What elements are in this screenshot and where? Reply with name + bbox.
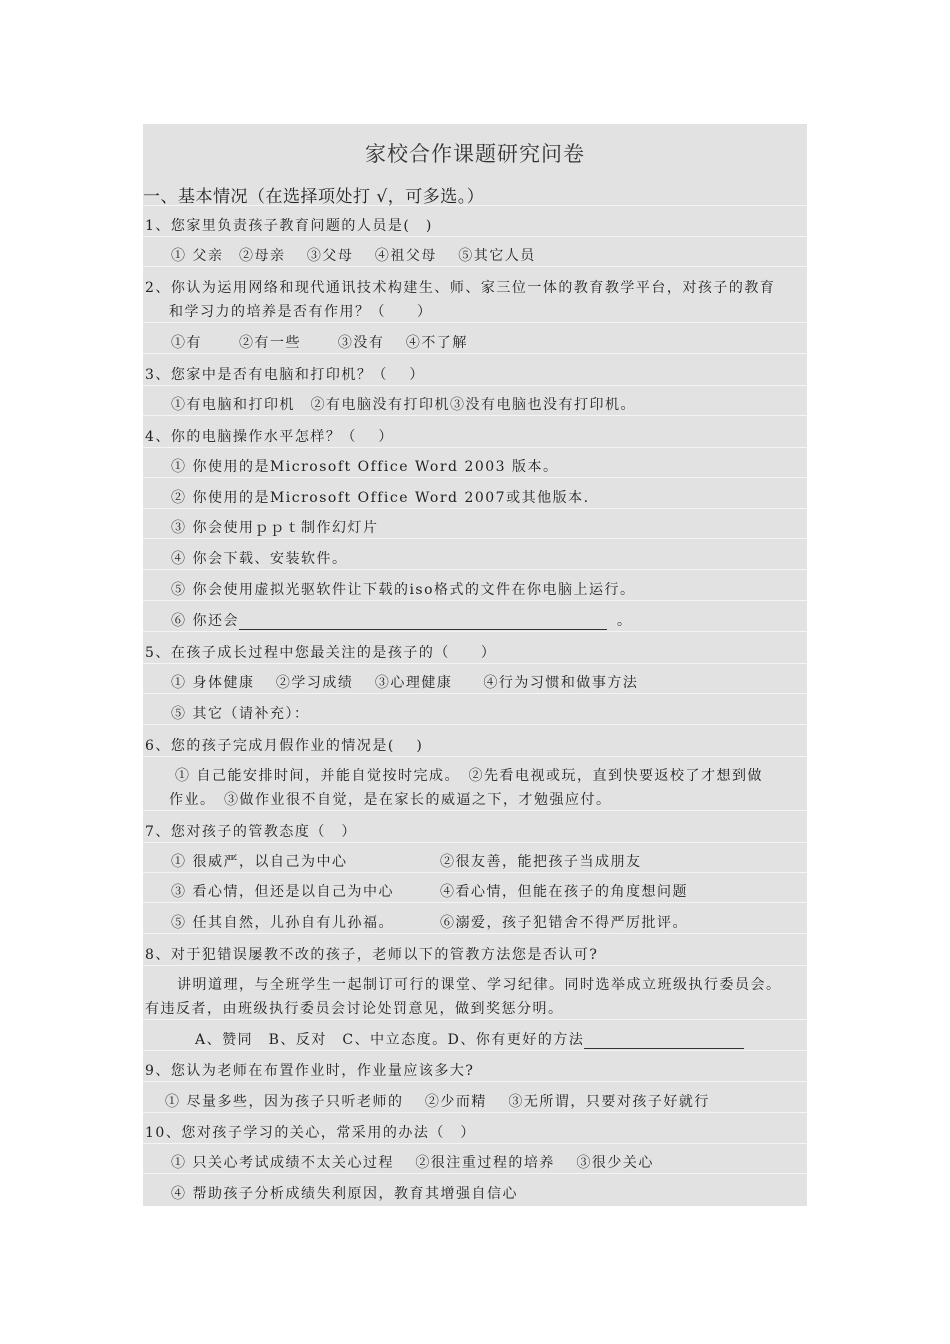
question-7-row-2 <box>143 881 807 903</box>
question-6: 6、您的孩子完成月假作业的情况是( ) <box>143 735 807 757</box>
option-6-end: 。 <box>616 613 633 629</box>
question-4-option-1: ① 你使用的是Microsoft Office Word 2003 版本。 <box>143 456 807 478</box>
question-4-option-3: ③ 你会使用ｐｐｔ制作幻灯片 <box>143 517 807 539</box>
option-6-label: ⑥ 你还会 <box>171 613 239 629</box>
question-1-options: ① 父亲 ②母亲 ③父母 ④祖父母 ⑤其它人员 <box>143 245 807 267</box>
question-4-option-6 <box>143 610 807 632</box>
question-6-options-line-1: ① 自己能安排时间，并能自觉按时完成。 ②先看电视或玩，直到快要返校了才想到做 <box>175 768 763 784</box>
question-5-option-5: ⑤ 其它（请补充）： <box>143 703 807 725</box>
section-heading: 一、基本情况（在选择项处打 √，可多选。） <box>143 182 807 206</box>
question-2: 2、你认为运用网络和现代通讯技术构建生、师、家三位一体的教育教学平台，对孩子的教育 <box>145 280 776 296</box>
question-4-option-4: ④ 你会下载、安装软件。 <box>143 548 807 570</box>
question-7-option-6: ⑥溺爱，孩子犯错舍不得严厉批评。 <box>440 915 688 931</box>
question-8-paragraph-1: 讲明道理，与全班学生一起制订可行的课堂、学习纪律。同时选举成立班级执行委员会。 <box>177 977 782 993</box>
question-8-paragraph-2: 有违反者，由班级执行委员会讨论处罚意见，做到奖惩分明。 <box>143 998 807 1020</box>
fill-in-blank-line[interactable] <box>584 1032 744 1049</box>
question-10: 10、您对孩子学习的关心，常采用的办法（ ） <box>143 1122 807 1144</box>
question-7: 7、您对孩子的管教态度（ ） <box>143 821 807 843</box>
question-2-continued: 和学习力的培养是否有作用？（ ） <box>143 301 807 323</box>
question-6-options-line-2: 作业。 ③做作业很不自觉，是在家长的威逼之下，才勉强应付。 <box>143 789 807 811</box>
fill-in-blank-line[interactable] <box>239 613 607 630</box>
question-5-options: ① 身体健康 ②学习成绩 ③心理健康 ④行为习惯和做事方法 <box>143 672 807 694</box>
questionnaire-sheet <box>143 124 807 1206</box>
question-4-option-2: ② 你使用的是Microsoft Office Word 2007或其他版本. <box>143 487 807 509</box>
question-7-option-2: ②很友善，能把孩子当成朋友 <box>440 854 642 870</box>
question-7-option-1: ① 很威严，以自己为中心 <box>171 854 348 870</box>
question-3: 3、您家中是否有电脑和打印机？（ ） <box>143 364 807 386</box>
question-4-option-5: ⑤ 你会使用虚拟光驱软件让下载的iso格式的文件在你电脑上运行。 <box>143 579 807 601</box>
question-1: 1、您家里负责孩子教育问题的人员是( ) <box>143 215 807 237</box>
question-10-option-4: ④ 帮助孩子分析成绩失利原因，教育其增强自信心 <box>171 1186 518 1202</box>
question-7-row-3 <box>143 912 807 934</box>
question-7-row-1 <box>143 851 807 873</box>
question-10-options: ① 只关心考试成绩不太关心过程 ②很注重过程的培养 ③很少关心 <box>143 1152 807 1174</box>
question-9: 9、您认为老师在布置作业时，作业量应该多大? <box>143 1060 807 1082</box>
question-3-options: ①有电脑和打印机 ②有电脑没有打印机③没有电脑也没有打印机。 <box>143 394 807 416</box>
question-8-options-text: A、赞同 B、反对 C、中立态度。D、你有更好的方法 <box>195 1032 585 1048</box>
question-2-options: ①有 ②有一些 ③没有 ④不了解 <box>143 332 807 354</box>
question-7-option-4: ④看心情，但能在孩子的角度想问题 <box>440 884 688 900</box>
question-8: 8、对于犯错误屡教不改的孩子，老师以下的管教方法您是否认可? <box>143 944 807 966</box>
question-7-option-5: ⑤ 任其自然，儿孙自有儿孙福。 <box>171 915 394 931</box>
question-7-option-3: ③ 看心情，但还是以自己为中心 <box>171 884 394 900</box>
question-4: 4、你的电脑操作水平怎样？（ ） <box>143 426 807 448</box>
question-5: 5、在孩子成长过程中您最关注的是孩子的（ ） <box>143 642 807 664</box>
question-9-options: ① 尽量多些，因为孩子只听老师的 ②少而精 ③无所谓，只要对孩子好就行 <box>143 1091 807 1113</box>
page-title: 家校合作课题研究问卷 <box>365 142 585 166</box>
question-8-options <box>143 1029 807 1051</box>
